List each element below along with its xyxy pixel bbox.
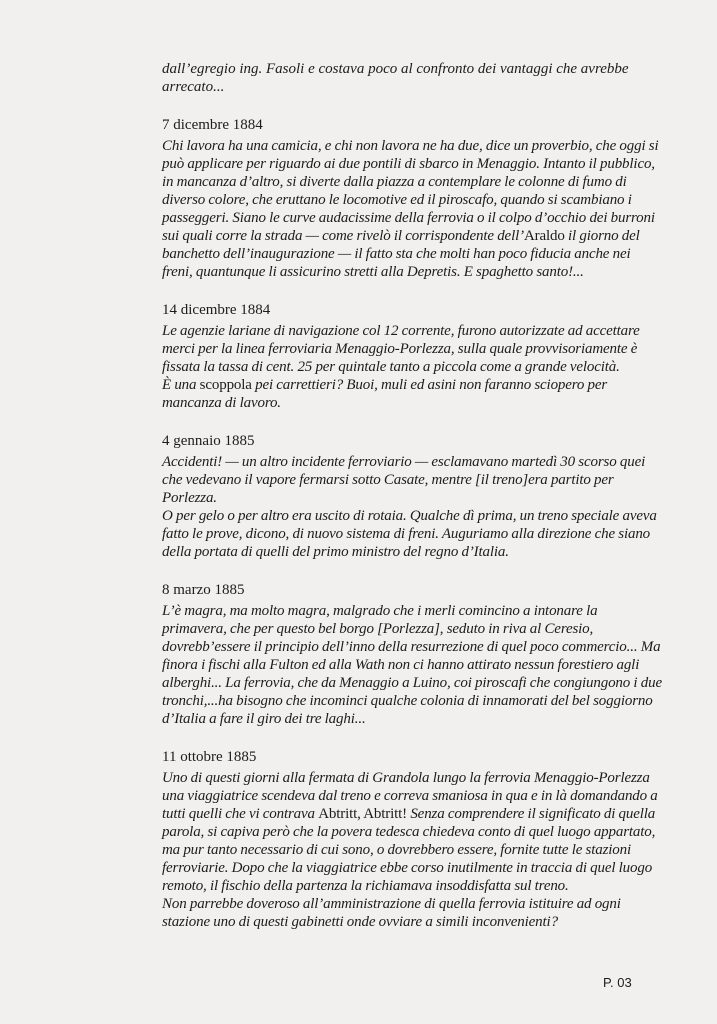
dialect-word: scoppola (199, 377, 252, 393)
page-number: P. 03 (603, 975, 632, 990)
paragraph-text: È una (162, 377, 200, 393)
entry-date: 8 marzo 1885 (162, 582, 245, 598)
entry-date: 4 gennaio 1885 (162, 433, 255, 449)
entry-paragraph (162, 137, 662, 281)
entry-paragraph: O per gelo o per altro era uscito di rotaia. Qualche dì prima, un treno speciale aveva fatto le prove, dicono, di nuovo sistema di freni. Auguriamo alla direzione che siano della portata di quelli del primo ministro del regno d’Italia. (162, 508, 657, 560)
entry-1885-10-11 (162, 748, 662, 931)
entry-paragraph (162, 376, 662, 412)
paragraph-text: Senza comprendere il significato di quella parola, si capiva però che la povera tedesca chiedeva conto di quel luogo appartato, ma pur tanto necessario di cui sono, o dovrebbero essere, fornite tutte le stazioni ferroviarie. Dopo che la viaggiatrice ebbe corso inutilmente in traccia di quel luogo remoto, il fischio della partenza la richiamava insoddisfatta sul treno. (162, 806, 656, 894)
intro-paragraph: dall’egregio ing. Fasoli e costava poco al confronto dei vantaggi che avrebbe arrecato... (162, 61, 629, 95)
entry-date: 11 ottobre 1885 (162, 749, 257, 765)
entry-paragraph: Accidenti! — un altro incidente ferroviario — esclamavano martedì 30 scorso quei che vedevano il vapore fermarsi sotto Casate, mentre [il treno]era partito per Porlezza. (162, 454, 646, 506)
entry-date: 7 dicembre 1884 (162, 117, 263, 133)
entry-1885-03-08 (162, 581, 662, 728)
paragraph-text: Chi lavora ha una camicia, e chi non lavora ne ha due, dice un proverbio, che oggi si può applicare per riguardo ai due pontili di sbarco in Menaggio. Intanto il pubblico, in mancanza d’altro, si diverte dalla piazza a contemplare le colonne di fumo di diverso colore, che eruttano le locomotive ed il piroscafo, quando si scambiano i passeggeri. Siano le curve audacissime della ferrovia o il colpo d’occhio dei burroni sui quali corre la strada — come rivelò il corrispondente dell’ (162, 138, 659, 244)
entry-1884-12-07 (162, 116, 662, 281)
entry-1884-12-14 (162, 301, 662, 412)
entry-date: 14 dicembre 1884 (162, 302, 271, 318)
paragraph-text: Uno di questi giorni alla fermata di Grandola lungo la ferrovia Menaggio-Porlezza una viaggiatrice scendeva dal treno e correva smaniosa in qua e in là domandando a tutti quelli che vi contrava (162, 770, 658, 822)
entry-paragraph: Le agenzie lariane di navigazione col 12 corrente, furono autorizzate ad accettare merci per la linea ferroviaria Menaggio-Porlezza, sulla quale provvisoriamente è fissata la tassa di cent. 25 per quintale tanto a piccola come a grande velocità. (162, 323, 640, 375)
newspaper-name: Araldo (523, 228, 565, 244)
entry-paragraph: L’è magra, ma molto magra, malgrado che i merli comincino a intonare la primavera, che per questo bel borgo [Porlezza], seduto in riva al Ceresio, dovrebb’essere il principio dell’inno della resurrezione di quel poco commercio... Ma finora i fischi alla Fulton ed alla Wath non ci hanno attirato nessun forestiero agli alberghi... La ferrovia, che da Menaggio a Luino, coi piroscafi che congiungono i due tronchi,...ha bisogno che incominci qualche colonia di innamorati del bel soggiorno d’Italia a fare il giro dei tre laghi... (162, 603, 662, 727)
german-word: Abtritt, Abtritt! (318, 806, 408, 822)
document-body (162, 60, 662, 931)
entry-1885-01-04 (162, 432, 662, 561)
entry-paragraph (162, 769, 662, 895)
paragraph-text: il giorno del banchetto dell’inaugurazione — il fatto sta che molti han poco fiducia anche nei freni, quantunque li assicurino stretti alla Depretis. E spaghetto santo!... (162, 228, 640, 280)
paragraph-text: pei carrettieri? Buoi, muli ed asini non faranno sciopero per mancanza di lavoro. (162, 377, 608, 411)
entry-paragraph: Non parrebbe doveroso all’amministrazione di quella ferrovia istituire ad ogni stazione uno di questi gabinetti onde ovviare a simili inconvenienti? (162, 896, 621, 930)
